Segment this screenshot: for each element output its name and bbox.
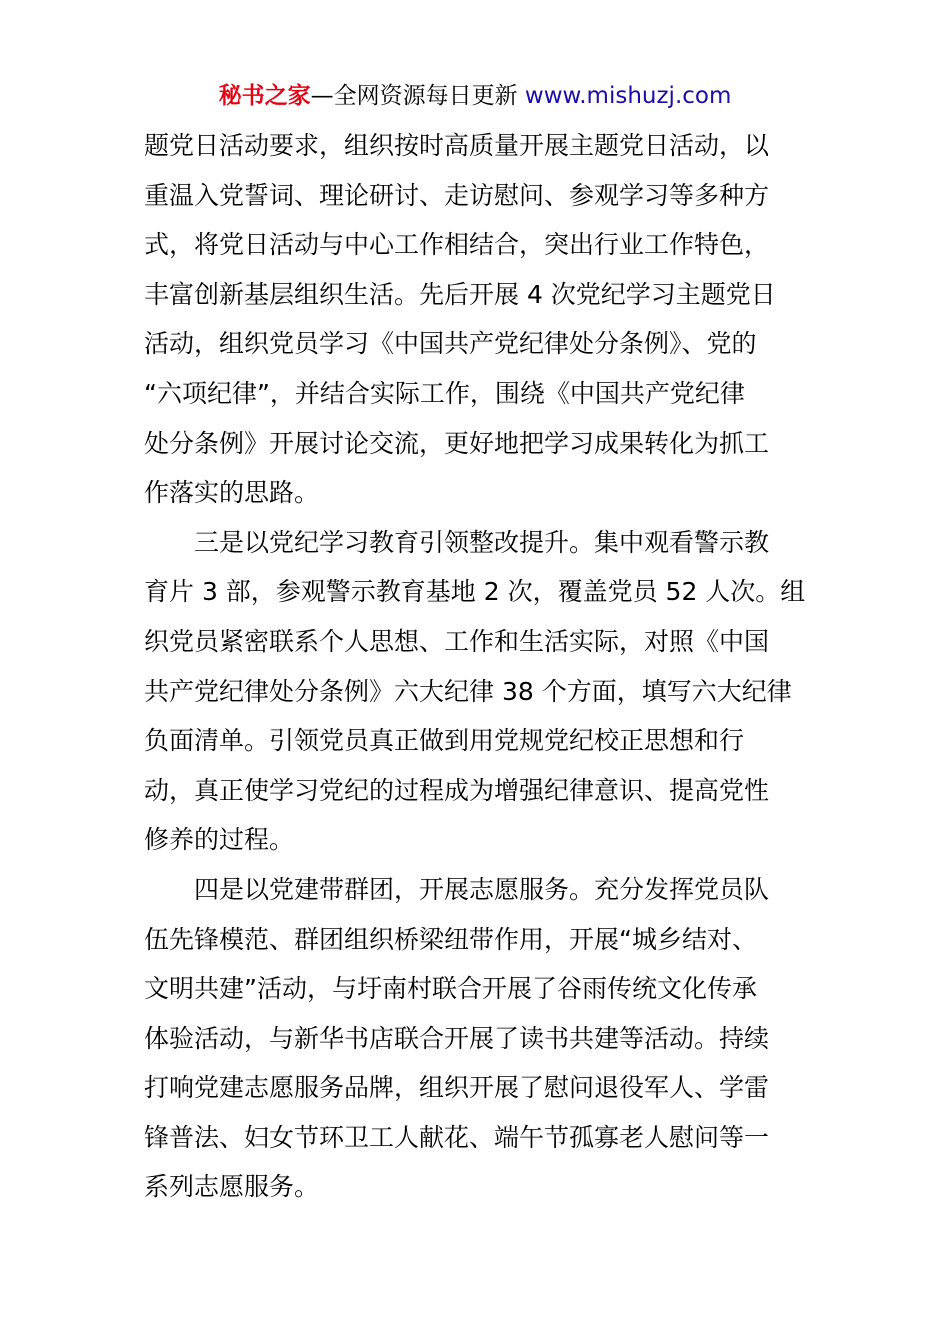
text-line: 锋普法、妇女节环卫工人献花、端午节孤寡老人慰问等一 xyxy=(144,1122,770,1152)
text-line: 题党日活动要求，组织按时高质量开展主题党日活动，以 xyxy=(144,131,770,160)
text-line: 系列志愿服务。 xyxy=(144,1172,320,1202)
text-line: “六项纪律”，并结合实际工作，围绕《中国共产党纪律 xyxy=(144,378,745,408)
text-line: 共产党纪律处分条例》六大纪律 38 个方面，填写六大纪律 xyxy=(144,676,792,706)
text-line: 丰富创新基层组织生活。先后开展 4 次党纪学习主题党日 xyxy=(144,279,776,309)
text-line: 伍先锋模范、群团组织桥梁纽带作用，开展“城乡结对、 xyxy=(144,924,757,954)
text-line: 文明共建”活动，与圩南村联合开展了谷雨传统文化传承 xyxy=(144,974,757,1004)
text-line: 作落实的思路。 xyxy=(144,478,320,508)
paragraph-start-line: 三是以党纪学习教育引领整改提升。集中观看警示教 xyxy=(194,527,770,557)
text-line: 负面清单。引领党员真正做到用党规党纪校正思想和行 xyxy=(144,726,745,756)
text-line: 修养的过程。 xyxy=(144,825,295,855)
text-line: 处分条例》开展讨论交流，更好地把学习成果转化为抓工 xyxy=(144,428,770,458)
text-line: 活动，组织党员学习《中国共产党纪律处分条例》、党的 xyxy=(144,329,757,359)
document-body xyxy=(144,121,814,1212)
paragraph-start-line: 四是以党建带群团，开展志愿服务。充分发挥党员队 xyxy=(194,874,770,904)
header-tagline: —全网资源每日更新 xyxy=(310,83,525,109)
text-line: 重温入党誓词、理论研讨、走访慰问、参观学习等多种方 xyxy=(144,180,770,210)
page-header xyxy=(0,80,950,112)
text-line: 育片 3 部，参观警示教育基地 2 次，覆盖党员 52 人次。组 xyxy=(144,577,806,607)
site-url-link[interactable]: www.mishuzj.com xyxy=(524,83,732,109)
text-line: 体验活动，与新华书店联合开展了读书共建等活动。持续 xyxy=(144,1023,770,1053)
brand-name: 秘书之家 xyxy=(218,83,311,109)
text-line: 打响党建志愿服务品牌，组织开展了慰问退役军人、学雷 xyxy=(144,1073,770,1103)
text-line: 织党员紧密联系个人思想、工作和生活实际，对照《中国 xyxy=(144,626,770,656)
text-line: 动，真正使学习党纪的过程成为增强纪律意识、提高党性 xyxy=(144,775,770,805)
text-line: 式，将党日活动与中心工作相结合，突出行业工作特色， xyxy=(144,230,770,260)
